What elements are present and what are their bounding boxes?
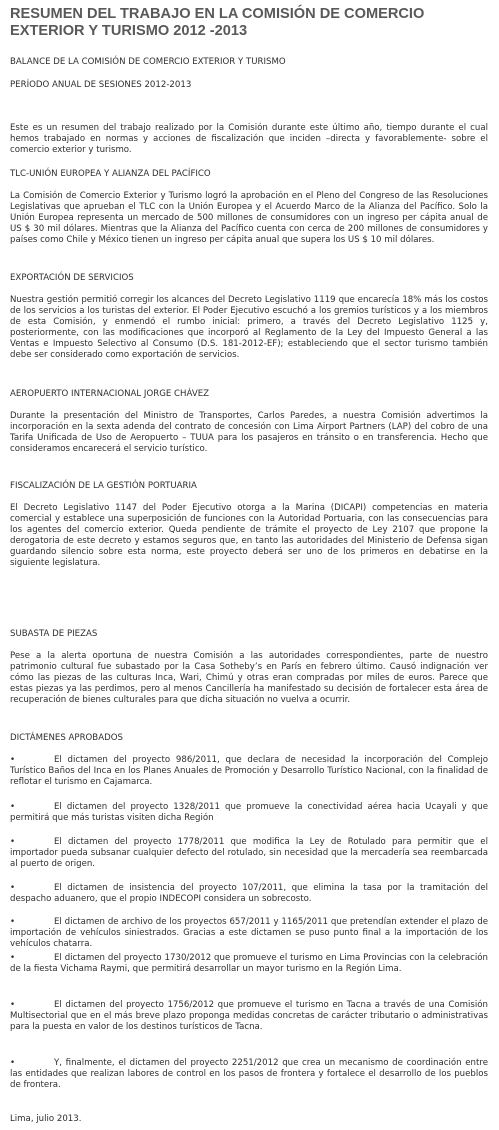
dictamen-text: El dictamen del proyecto 1730/2012 que promueve el turismo en Lima Provincias con la celebración de la fiesta Vichama Raymi, que permitirá desarrollar un mayor turismo en la Región Lima. [10,953,488,974]
dictamen-item-5 [10,917,488,950]
section-heading-aeropuerto: AEROPUERTO INTERNACIONAL JORGE CHÁVEZ [10,389,210,399]
subtitle-periodo: PERÍODO ANUAL DE SESIONES 2012-2013 [10,80,192,90]
section-text-tlc: La Comisión de Comercio Exterior y Turismo logró la aprobación en el Pleno del Congreso de las Resoluciones Legislativas que aprueban el TLC con la Unión Europea y el Acuerdo Marco de la Alianza del Pacífico. Solo la Unión Europea representa un mercado de 500 millones de consumidores con un ingreso per cápita anual de US $ 30 mil dólares. Mientras que la Alianza del Pacífico cuenta con cerca de 200 millones de consumidores y países como Chile y México tienen un ingreso per cápita anual que supera los US $ 10 mil dólares. [10,191,488,245]
dictamen-item-6 [10,953,488,975]
dictamen-item-1 [10,755,488,788]
dictamen-text: El dictamen del proyecto 1756/2012 que promueve el turismo en Tacna a través de una Comisión Multisectorial que en el más breve plazo proponga medidas concretas de carácter tributario o administrativas para la puesta en valor de los destinos turísticos de Tacna. [10,1000,488,1032]
dictamen-item-3 [10,837,488,870]
section-heading-portuaria: FISCALIZACIÓN DE LA GESTIÓN PORTUARIA [10,481,197,491]
section-text-portuaria: El Decreto Legislativo 1147 del Poder Ejecutivo otorga a la Marina (DICAPI) competencias en materia comercial y establece una superposición de funciones con la Autoridad Portuaria, con las consecuencias para los agentes del comercio exterior. Queda pendiente de trámite el proyecto de Ley 2107 que propone la derogatoria de este decreto y estamos seguros que, en tanto las autoridades del Ministerio de Defensa sigan guardando silencio sobre esta norma, este proyecto deberá ser uno de los primeros en debatirse en la siguiente legislatura. [10,503,488,568]
section-heading-tlc: TLC-UNIÓN EUROPEA Y ALIANZA DEL PACÍFICO [10,169,211,179]
bullet-icon: • [10,917,16,927]
dictamen-item-7 [10,1000,488,1033]
dictamen-text: El dictamen del proyecto 1778/2011 que modifica la Ley de Rotulado para permitir que el importador pueda subsanar cualquier defecto del rotulado, sin necesidad que la mercadería sea reembarcada al puerto de origen. [10,837,488,869]
dictamen-text: El dictamen de insistencia del proyecto 107/2011, que elimina la tasa por la tramitación del despacho aduanero, que el propio INDECOPI considera un sobrecosto. [10,883,488,904]
section-heading-subasta: SUBASTA DE PIEZAS [10,629,98,639]
section-text-exportacion: Nuestra gestión permitió corregir los alcances del Decreto Legislativo 1119 que encarecía 18% más los costos de los servicios a los turistas del exterior. El Poder Ejecutivo escuchó a los gremios turísticos y a los miembros de esta Comisión, y enmendó el rumbo inicial: primero, a través del Decreto Legislativo 1125 y, posteriormente, con las modificaciones que incorporó al Reglamento de la Ley del Impuesto General a las Ventas e Impuesto Selectivo al Consumo (D.S. 181-2012-EF); estableciendo que el sector turismo también debe ser considerado como exportación de servicios. [10,295,488,360]
section-heading-dictamenes: DICTÁMENES APROBADOS [10,733,123,743]
dictamen-text: El dictamen del proyecto 1328/2011 que promueve la conectividad aérea hacia Ucayali y que permitirá que más turistas visiten dicha Región [10,802,488,823]
subtitle-balance: BALANCE DE LA COMISIÓN DE COMERCIO EXTERIOR Y TURISMO [10,57,286,67]
dictamen-text: Y, finalmente, el dictamen del proyecto 2251/2012 que crea un mecanismo de coordinación entre las entidades que realizan labores de control en los pasos de frontera y fortalece el desarrollo de los pueblos de frontera. [10,1058,488,1090]
intro-paragraph: Este es un resumen del trabajo realizado por la Comisión durante este último año, tiempo durante el cual hemos trabajado en normas y acciones de fiscalización que inciden –directa y favorablemente- sobre el comercio exterior y turismo. [10,123,488,155]
section-heading-exportacion: EXPORTACIÓN DE SERVICIOS [10,273,134,283]
document-title: RESUMEN DEL TRABAJO EN LA COMISIÓN DE COMERCIO EXTERIOR Y TURISMO 2012 -2013 [10,6,425,39]
dictamen-item-4 [10,883,488,905]
dictamen-item-8 [10,1058,488,1091]
section-text-subasta: Pese a la alerta oportuna de nuestra Comisión a las autoridades correspondientes, parte de nuestro patrimonio cultural fue subastado por la Casa Sotheby’s en París en febrero último. Causó indignación ver cómo las piezas de las culturas Inca, Wari, Chimú y otras eran compradas por miles de euros. Parece que estas piezas ya las perdimos, pero al menos Cancillería ha manifestado su decisión de fortalecer esta área de recuperación de bienes culturales para que dicha situación no vuelva a ocurrir. [10,651,488,705]
bullet-icon: • [10,1000,16,1010]
bullet-icon: • [10,883,16,893]
bullet-icon: • [10,802,16,812]
bullet-icon: • [10,837,16,847]
dictamen-item-2 [10,802,488,824]
bullet-icon: • [10,953,16,963]
dictamen-text: El dictamen de archivo de los proyectos 657/2011 y 1165/2011 que pretendían extender el plazo de importación de vehículos siniestrados. Gracias a este dictamen se puso punto final a la importación de los vehículos chatarra. [10,917,488,949]
dictamen-text: El dictamen del proyecto 986/2011, que declara de necesidad la incorporación del Complejo Turístico Baños del Inca en los Planes Anuales de Promoción y Desarrollo Turístico Nacional, con la finalidad de reflotar el turismo en Cajamarca. [10,755,488,787]
bullet-icon: • [10,1058,16,1068]
closing-line: Lima, julio 2013. [10,1114,82,1124]
section-text-aeropuerto: Durante la presentación del Ministro de Transportes, Carlos Paredes, a nuestra Comisión advertimos la incorporación en la sexta adenda del contrato de concesión con Lima Airport Partners (LAP) del cobro de una Tarifa Unificada de Uso de Aeropuerto – TUUA para los pasajeros en tránsito o en transferencia. Hecho que consideramos encarecerá el servicio turístico. [10,411,488,454]
bullet-icon: • [10,755,16,765]
